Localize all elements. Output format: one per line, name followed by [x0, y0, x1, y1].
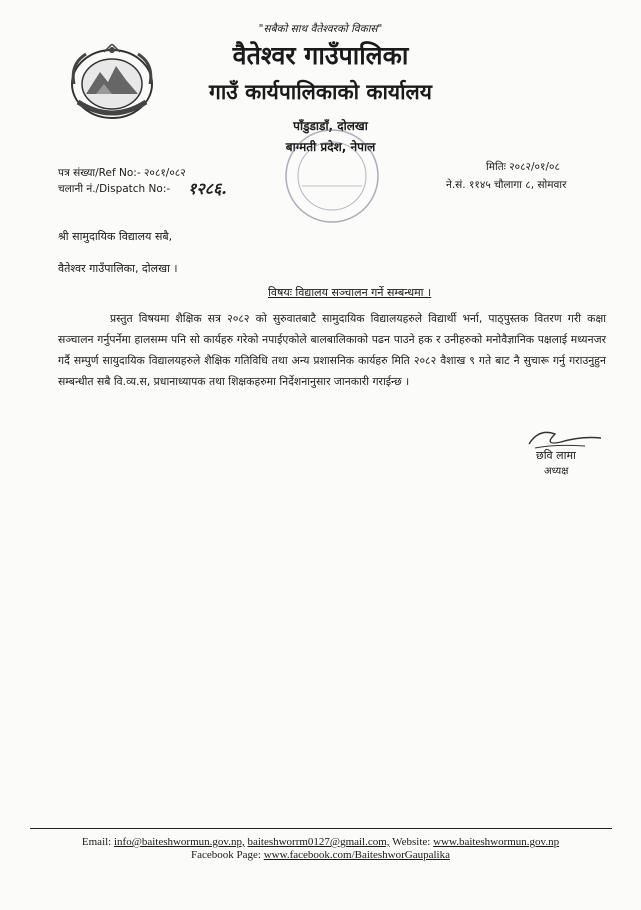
footer-divider	[30, 828, 612, 829]
letter-paragraph: प्रस्तुत विषयमा शैक्षिक सत्र २०८२ को सुरुवातबाटै सामुदायिक विद्यालयहरुले विद्यार्थी भर्ना, पाठ्पुस्तक वितरण गरी कक्षा सञ्चालन गर्नुपर्नेमा हालसम्म पनि सो कार्यहरु गरेको नपाईएकोले बालबालिकाको पढन पाउने हक र उनीहरुको मनोवैज्ञानिक पक्षलाई मध्यनजर गर्दै सम्पुर्ण सायुदायिक विद्यालयहरुले शैक्षिक गतिविधि तथा अन्य प्रशासनिक कार्यहरु मिति २०८२ वैशाख ९ गते बाट नै सुचारू गर्नु गराउनुहुन सम्बन्धीत सबै वि.व्य.स, प्रधानाध्यापक तथा शिक्षकहरुमा निर्देशनानुसार जानकारी गराईन्छ ।	[58, 312, 606, 388]
letter-date: मितिः २०८२/०१/०८	[486, 161, 560, 173]
website-label: Website:	[392, 836, 431, 848]
office-name: गाउँ कार्यपालिकाको कार्यालय	[209, 80, 432, 104]
office-stamp-icon	[282, 126, 382, 226]
email-link-gmail[interactable]: baiteshworrm0127@gmail.com,	[247, 836, 390, 848]
signer-title: अध्यक्ष	[544, 466, 569, 477]
recipient-line-1: श्री सामुदायिक विद्यालय सबै,	[58, 230, 173, 243]
facebook-link[interactable]: www.facebook.com/BaiteshworGaupalika	[263, 849, 450, 861]
motto: "सबैको साथ वैतेश्वरको विकास"	[258, 23, 383, 35]
address-line-2: बाग्मती प्रदेश, नेपाल	[285, 140, 376, 154]
signer-name: छवि लामा	[536, 449, 576, 462]
facebook-label: Facebook Page:	[191, 849, 261, 861]
email-link-info[interactable]: info@baiteshwormun.gov.np,	[113, 836, 245, 848]
subject-line: विषयः विद्यालय सञ्चालन गर्ने सम्बन्धमा ।	[268, 286, 432, 299]
org-name: वैतेश्वर गाउँपालिका	[232, 41, 409, 70]
nepal-sambat-date: ने.सं. ११४५ चौलागा ८, सोमवार	[446, 179, 567, 191]
dispatch-number: १२८६.	[188, 179, 227, 198]
ref-number: पत्र संख्या/Ref No:- २०८१/०८२	[58, 167, 186, 179]
footer-contact-line	[0, 836, 641, 848]
website-link[interactable]: www.baiteshwormun.gov.np	[433, 836, 560, 848]
dispatch-label: चलानी नं./Dispatch No:-	[58, 183, 171, 195]
recipient-line-2: वैतेश्वर गाउँपालिका, दोलखा ।	[58, 262, 178, 275]
footer-facebook-line	[0, 849, 641, 861]
address-line-1: पाँडुडाडाँ, दोलखा	[293, 119, 368, 133]
email-label: Email:	[81, 836, 112, 848]
